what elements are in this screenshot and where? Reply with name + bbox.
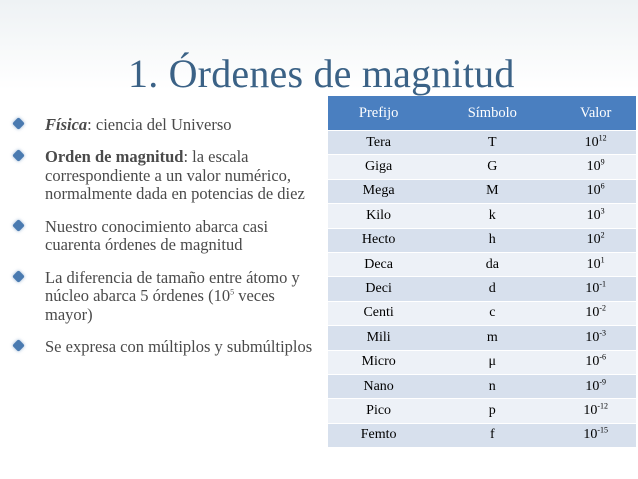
cell-prefix: Hecto [328,228,429,252]
table-row [328,326,636,350]
value-exponent: -12 [597,401,609,411]
cell-value [555,179,636,203]
value-base: 10 [585,329,600,345]
table-row [328,399,636,423]
value-base: 10 [586,256,601,272]
table-row [328,155,636,179]
cell-symbol: d [429,277,555,301]
diamond-bullet-icon [12,270,25,283]
bullet-exponent: 5 [230,287,235,297]
cell-symbol: m [429,326,555,350]
cell-symbol: μ [429,350,555,374]
cell-value [555,423,636,447]
cell-symbol: da [429,252,555,276]
cell-prefix: Kilo [328,204,429,228]
cell-prefix: Micro [328,350,429,374]
cell-symbol: h [429,228,555,252]
value-exponent: -1 [599,279,607,289]
header-symbol: Símbolo [429,96,555,131]
diamond-bullet-icon [12,339,25,352]
cell-prefix: Nano [328,374,429,398]
value-exponent: 6 [600,181,605,191]
bullet-item [10,338,315,356]
bullet-item [10,116,315,134]
value-exponent: 12 [598,133,607,143]
value-base: 10 [585,354,600,370]
value-exponent: 9 [600,157,605,167]
table-row [328,179,636,203]
value-base: 10 [583,427,598,443]
value-exponent: -9 [599,376,607,386]
cell-prefix: Centi [328,301,429,325]
cell-value [555,374,636,398]
table-header-row [328,96,636,131]
bullet-text-end: veces mayor) [45,286,275,324]
value-exponent: -2 [599,303,607,313]
value-base: 10 [584,134,599,150]
value-base: 10 [586,183,601,199]
cell-prefix: Pico [328,399,429,423]
value-exponent: 2 [600,230,605,240]
bullet-lead: Física [45,115,88,134]
cell-symbol: p [429,399,555,423]
cell-prefix: Mili [328,326,429,350]
table-row [328,131,636,155]
value-exponent: -15 [597,425,609,435]
cell-value [555,277,636,301]
value-exponent: 3 [600,206,605,216]
header-value: Valor [555,96,636,131]
cell-prefix: Mega [328,179,429,203]
bullet-text: : ciencia del Universo [87,115,232,134]
cell-value [555,252,636,276]
bullet-item [10,269,315,324]
cell-value [555,131,636,155]
bullet-lead: Orden de magnitud [45,147,184,167]
header-prefix: Prefijo [328,96,429,131]
diamond-bullet-icon [12,150,25,163]
table-row [328,252,636,276]
cell-prefix: Deci [328,277,429,301]
table-row [328,228,636,252]
table-row [328,350,636,374]
table-row [328,301,636,325]
value-exponent: -6 [599,352,607,362]
cell-symbol: M [429,179,555,203]
diamond-bullet-icon [12,219,25,232]
bullet-text: La diferencia de tamaño entre átomo y núcleo abarca 5 órdenes (10 [45,267,300,306]
value-base: 10 [586,207,601,223]
cell-value [555,301,636,325]
value-exponent: -3 [599,328,607,338]
cell-value [555,350,636,374]
cell-value [555,228,636,252]
value-base: 10 [583,402,598,418]
value-exponent: 1 [600,254,605,264]
diamond-bullet-icon [12,117,25,130]
value-base: 10 [586,232,601,248]
cell-symbol: n [429,374,555,398]
slide-title: 1. Órdenes de magnitud [128,51,515,96]
prefix-table [328,96,636,447]
value-base: 10 [586,159,601,175]
cell-value [555,326,636,350]
cell-symbol: c [429,301,555,325]
value-base: 10 [585,378,600,394]
cell-symbol: G [429,155,555,179]
cell-prefix: Tera [328,131,429,155]
bullet-item [10,218,315,255]
cell-symbol: f [429,423,555,447]
cell-prefix: Femto [328,423,429,447]
cell-symbol: k [429,204,555,228]
cell-value [555,204,636,228]
cell-prefix: Giga [328,155,429,179]
cell-symbol: T [429,131,555,155]
bullet-text: Se expresa con múltiplos y submúltiplos [45,337,313,357]
table-row [328,277,636,301]
value-base: 10 [585,305,600,321]
bullet-text: Nuestro conocimiento abarca casi cuarenta órdenes de magnitud [45,216,269,255]
cell-prefix: Deca [328,252,429,276]
cell-value [555,155,636,179]
table-body [328,131,636,448]
cell-value [555,399,636,423]
table-row [328,423,636,447]
value-base: 10 [585,281,600,297]
bullet-list [10,116,315,371]
table-row [328,374,636,398]
table-row [328,204,636,228]
bullet-item [10,148,315,203]
bullet-text: : la escala correspondiente a un valor numérico, normalmente dada en potencias de diez [45,147,305,204]
